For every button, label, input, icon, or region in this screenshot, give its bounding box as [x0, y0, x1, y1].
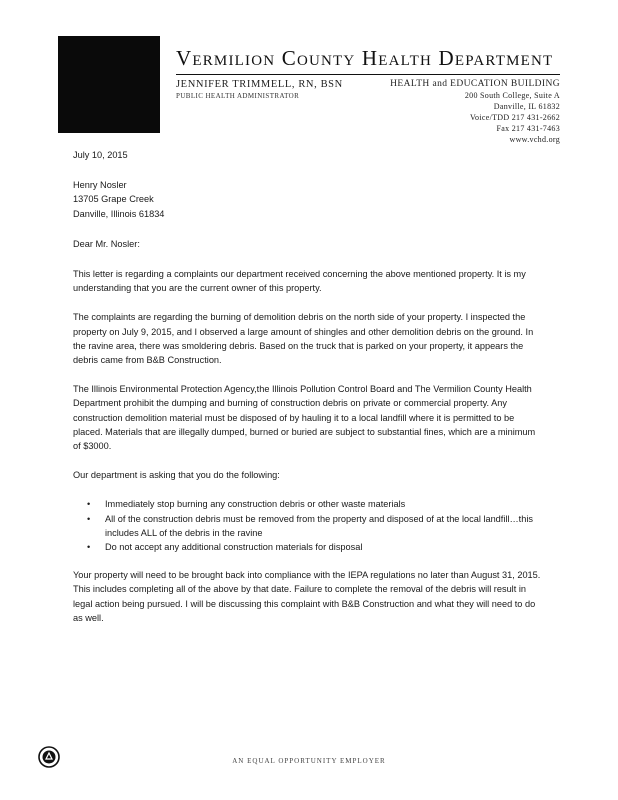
- recipient-city: Danville, Illinois 61834: [73, 208, 165, 219]
- fax-number: Fax 217 431-7463: [496, 124, 560, 133]
- paragraph-closing: Your property will need to be brought back into compliance with the IEPA regulations no later than August 31, 2015. This includes completing all of the above by that date. Failure to complete the removal of the debris will result in legal action being pursued. I will be discussing this complaint with B&B Construction and what they will need to do as well.: [73, 570, 541, 623]
- street-address: 200 South College, Suite A: [464, 91, 560, 100]
- recipient-street: 13705 Grape Creek: [73, 194, 154, 205]
- recipient-address: [73, 178, 543, 221]
- equal-opportunity-footer: AN EQUAL OPPORTUNITY EMPLOYER: [232, 757, 386, 765]
- header-rule: [176, 74, 560, 75]
- letter-date: July 10, 2015: [73, 150, 128, 160]
- building-name: HEALTH and EDUCATION BUILDING: [390, 79, 560, 89]
- redacted-logo-block: [58, 36, 160, 133]
- voice-phone: Voice/TDD 217 431-2662: [470, 113, 560, 122]
- paragraph-complaint: The complaints are regarding the burning of demolition debris on the north side of your property. I inspected the property on July 9, 2015, and I observed a large amount of shingles and other demolition debris on the ground. In the ravine area, there was smoldering debris. Based on the truck that is parked on your property, it appears the debris came from B&B Construction.: [73, 312, 534, 366]
- paragraph-regulations: The Illinois Environmental Protection Agency,the Illinois Pollution Control Board and The Vermilion County Health Department prohibit the dumping and burning of construction debris on private or commercial property. Any construction demolition material must be disposed of by hauling it to a local landfill where it is permitted to be placed. Materials that are illegally dumped, burned or buried are subject to substantial fines, which are a minimum of $3000.: [73, 384, 536, 452]
- action-item: • All of the construction debris must be removed from the property and disposed of at the local landfill…this includes ALL of the debris in the ravine: [73, 512, 543, 540]
- administrator-title: PUBLIC HEALTH ADMINISTRATOR: [176, 92, 300, 100]
- letter-body: [73, 148, 543, 640]
- administrator-name: JENNIFER TRIMMELL, RN, BSN: [176, 79, 343, 90]
- action-item: • Do not accept any additional construction materials for disposal: [73, 540, 543, 554]
- website: www.vchd.org: [509, 135, 560, 144]
- recipient-name: Henry Nosler: [73, 180, 127, 191]
- paragraph-request: Our department is asking that you do the following:: [73, 470, 280, 481]
- action-list: [73, 497, 543, 554]
- salutation: Dear Mr. Nosler:: [73, 238, 140, 249]
- department-address: [390, 79, 560, 145]
- action-item: • Immediately stop burning any construction debris or other waste materials: [73, 497, 543, 511]
- department-name: Vermilion County Health Department: [176, 46, 554, 70]
- paragraph-intro: This letter is regarding a complaints our department received concerning the above mentioned property. It is my understanding that you are the current owner of this property.: [73, 269, 526, 294]
- city-address: Danville, IL 61832: [493, 102, 560, 111]
- logo-underline: [58, 128, 160, 131]
